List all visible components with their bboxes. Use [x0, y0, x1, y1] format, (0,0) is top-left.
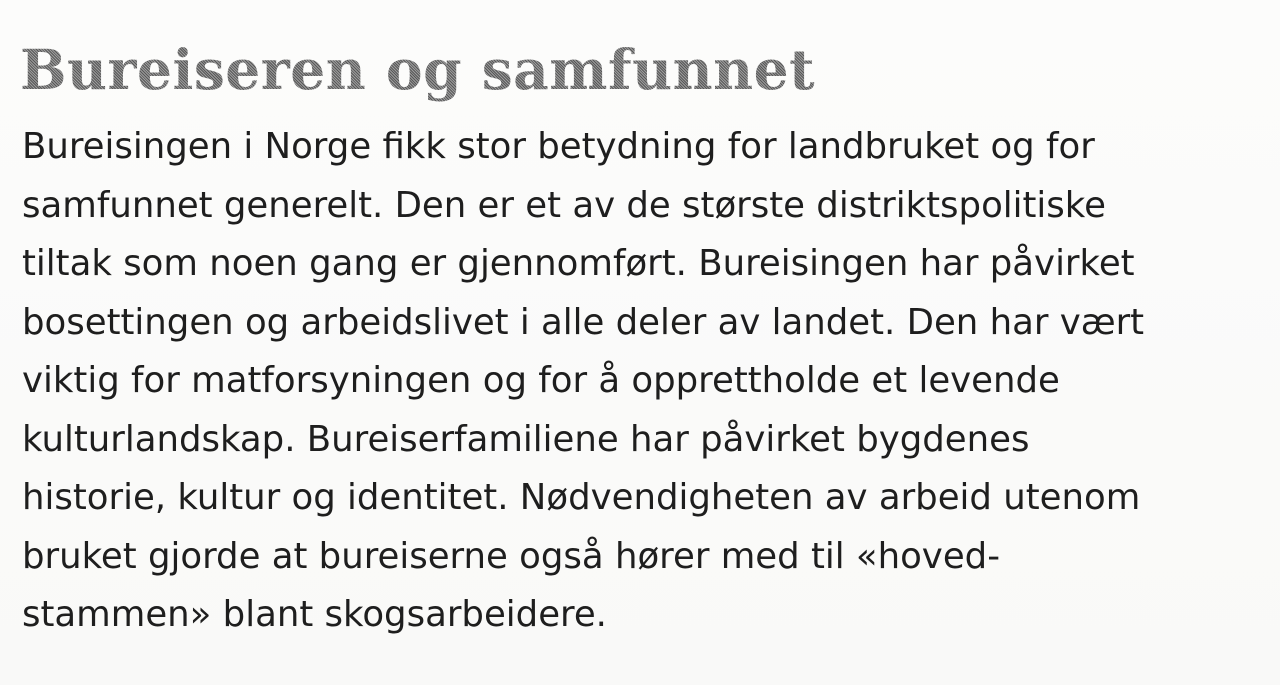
- page-title: Bureiseren og samfunnet: [20, 30, 815, 110]
- paragraph-line: tiltak som noen gang er gjennomført. Bureisingen har påvirket: [22, 243, 1135, 284]
- paragraph-line: kulturlandskap. Bureiserfamiliene har påvirket bygdenes: [22, 418, 1030, 460]
- paragraph-line: bosettingen og arbeidslivet i alle deler av landet. Den har vært: [22, 301, 1145, 343]
- paragraph-line: bruket gjorde at bureiserne også hører med til «hoved-: [22, 535, 1001, 577]
- paragraph-line: viktig for matforsyningen og for å opprettholde et levende: [22, 360, 1060, 401]
- paragraph-line: historie, kultur og identitet. Nødvendigheten av arbeid utenom: [22, 477, 1141, 518]
- paragraph-line: Bureisingen i Norge fikk stor betydning for landbruket og for: [22, 126, 1095, 167]
- paragraph-line: stammen» blant skogsarbeidere.: [22, 594, 607, 635]
- paragraph-line: samfunnet generelt. Den er et av de største distriktspolitiske: [22, 184, 1106, 226]
- body-paragraph: [22, 118, 1262, 645]
